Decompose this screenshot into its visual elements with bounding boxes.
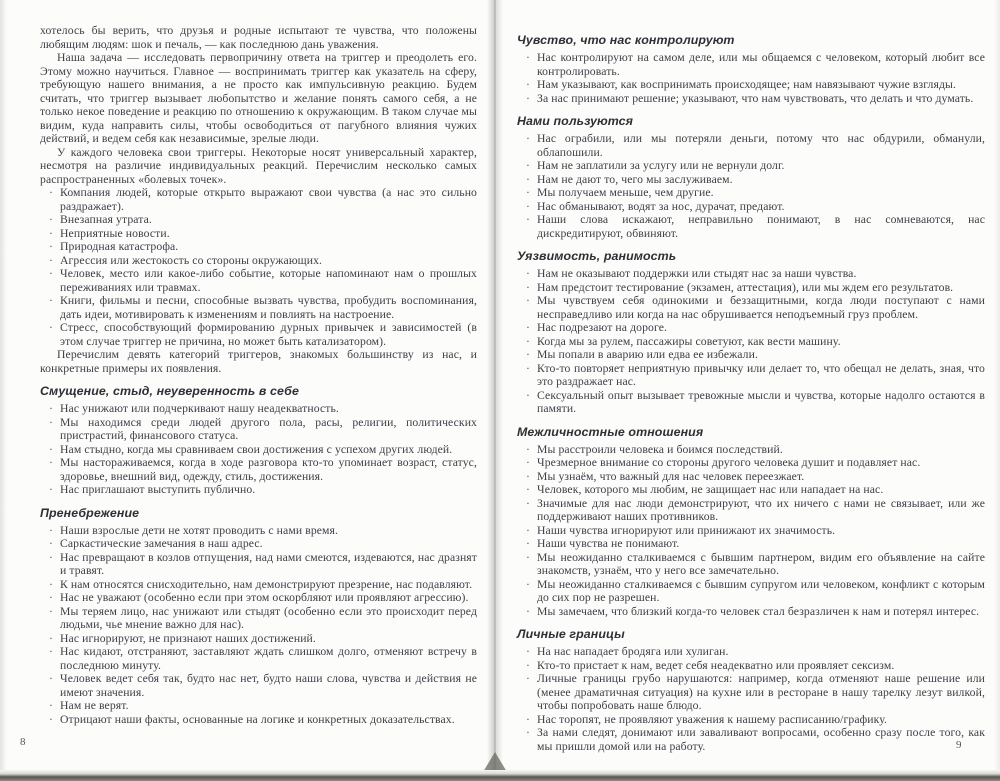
bullet-marker-icon: · [49,226,53,240]
bullet-marker-icon: · [526,294,530,307]
bullet-marker-icon: · [49,631,53,645]
bullet-item [40,645,477,672]
bullet-item [40,186,477,213]
bullet-item [517,483,985,497]
bullet-text: Человек ведет себя так, будто нас нет, будто наши слова, чувства и действия не имеют значения. [60,672,477,699]
bullet-text: Личные границы грубо нарушаются: например, когда отменяют наше решение или (менее драматичная ситуация) на кухне или в ресторане в нашу тарелку лезут вилкой, чтобы попробовать наше блюдо. [537,672,985,712]
bullet-text: Нас приглашают выступить публично. [60,483,256,496]
scan-edge-left [0,0,7,781]
bullet-text: Нам не заплатили за услугу или не вернули долг. [537,159,785,172]
bullet-list [517,132,985,240]
bullet-item [40,456,477,483]
bullet-marker-icon: · [49,213,53,226]
bullet-text: Мы находимся среди людей другого пола, расы, религии, политических пристрастий, финансового статуса. [60,415,477,442]
bullet-text: Нам предстоит тестирование (экзамен, аттестация), или мы ждем его результатов. [537,280,954,294]
bullet-marker-icon: · [49,415,53,429]
bullet-marker-icon: · [526,361,530,375]
scan-edge-right [994,0,1000,781]
bullet-marker-icon: · [49,604,53,618]
bullet-item [517,497,985,524]
book-gutter-shadow [483,752,507,772]
section-heading: Личные границы [517,627,625,641]
page-right [517,24,985,753]
bullet-item [517,524,985,538]
bullet-item [40,632,477,646]
bullet-item [517,605,985,619]
bullet-text: Нам не оказывают поддержки или стыдят нас за наши чувства. [537,267,857,280]
bullet-text: Нас подрезают на дороге. [537,321,668,334]
bullet-marker-icon: · [49,591,53,604]
bullet-marker-icon: · [526,469,530,483]
bullet-text: Нас не уважают (особенно если при этом оскорбляют или проявляют агрессию). [60,591,469,604]
bullet-item [517,321,985,335]
bullet-marker-icon: · [526,726,530,739]
bullet-marker-icon: · [526,442,530,456]
bullet-text: Нас унижают или подчеркивают нашу неадекватность. [60,402,339,415]
bullet-marker-icon: · [49,577,53,591]
bullet-text: Нас торопят, не проявляют уважения к нашему расписанию/графику. [537,712,888,726]
bullet-marker-icon: · [526,321,530,334]
section-heading: Смущение, стыд, неуверенность в себе [40,384,299,398]
bullet-marker-icon: · [526,672,530,685]
bullet-marker-icon: · [526,186,530,199]
bullet-item [40,402,477,416]
bullet-item [40,267,477,294]
bullet-item [40,416,477,443]
bullet-text: Отрицают наши факты, основанные на логике и конкретных доказательствах. [60,712,455,726]
bullet-text: Неприятные новости. [60,226,170,240]
bullet-item [517,132,985,159]
section-heading: Пренебрежение [40,505,140,520]
page-number-right: 9 [956,739,962,751]
paragraph: Наша задача — исследовать первопричину ответа на триггер и преодолеть его. Этому можно научиться. Главное — воспринимать триггер как указатель на сферу, требующую нашего внимания, а не просто как импульсивную реакцию. Будем считать, что триггер вызывает любопытство и желание понять самого себя, а не только некое поведение и реакцию по отношению к окружающим. В таком случае мы видим, куда направить силы, чтобы освободиться от пагубного влияния чужих действий, и ведем себя как независимые, зрелые люди. [40,51,477,145]
bullet-marker-icon: · [526,78,530,91]
bullet-marker-icon: · [526,267,530,280]
bullet-item [40,605,477,632]
bullet-text: Сексуальный опыт вызывает тревожные мысли и чувства, которые надолго остаются в памяти. [537,388,985,415]
bullet-marker-icon: · [49,267,53,280]
bullet-item [517,713,985,727]
bullet-item [517,443,985,457]
bullet-item [517,645,985,659]
bullet-list [40,186,477,348]
page-left [40,24,477,726]
bullet-item [40,537,477,551]
bullet-text: Книги, фильмы и песни, способные вызвать чувства, пробудить воспоминания, дать идеи, мотивировать к изменениям и повлиять на настроение. [60,294,477,321]
bullet-item [40,240,477,254]
bullet-marker-icon: · [49,456,53,469]
bullet-text: Нам указывают, как воспринимать происходящее; нам навязывают чужие взгляды. [537,78,956,91]
bullet-marker-icon: · [526,213,530,226]
bullet-marker-icon: · [526,91,530,105]
bullet-text: Значимые для нас люди демонстрируют, что их ничего с нами не связывает, или же поддерживают наших противников. [537,496,985,523]
bullet-text: Нам не дают то, чего мы заслуживаем. [537,172,733,186]
bullet-text: Наши взрослые дети не хотят проводить с нами время. [60,523,339,537]
bullet-item [40,254,477,268]
bullet-marker-icon: · [526,523,530,537]
bullet-list [517,443,985,619]
bullet-item [517,267,985,281]
book-gutter-line [487,0,503,772]
bullet-marker-icon: · [49,699,53,712]
section-heading: Нами пользуются [517,114,634,128]
bullet-text: Агрессия или жестокость со стороны окружающих. [60,253,323,267]
bullet-marker-icon: · [526,456,530,469]
bullet-text: Мы попали в аварию или едва ее избежали. [537,348,758,361]
bullet-list [517,51,985,105]
bullet-text: Мы чувствуем себя одинокими и беззащитными, когда люди поступают с нами несправедливо или когда на нас обрушивается неподъемный груз проблем. [537,294,985,321]
bullet-item [40,578,477,592]
bullet-text: Наши чувства не понимают. [537,537,680,550]
bullet-marker-icon: · [526,550,530,564]
bullet-item [517,456,985,470]
bullet-text: Саркастические замечания в наш адрес. [60,537,263,550]
bullet-item [517,659,985,673]
bullet-item [517,186,985,200]
bullet-text: Нас кидают, отстраняют, заставляют ждать слишком долго, отменяют встречу в последнюю минуту. [60,645,477,672]
bullet-text: Мы настораживаемся, когда в ходе разговора кто-то упоминает возраст, статус, здоровье, внешний вид, одежду, стиль, достижения. [60,456,477,483]
bullet-item [517,672,985,713]
bullet-text: Нас контролируют на самом деле, или мы общаемся с человеком, который любит все контролировать. [537,51,985,78]
bullet-item [40,227,477,241]
bullet-text: Нас ограбили, или мы потеряли деньги, потому что нас обдурили, обманули, облапошили. [537,132,985,159]
bullet-item [517,389,985,416]
paragraph: хотелось бы верить, что друзья и родные испытают те чувства, что положены любящим людям: шок и печаль, — как последнюю дань уважения. [40,24,477,51]
bullet-text: Мы неожиданно сталкиваемся с бывшим партнером, видим его объявление на сайте знакомств, узнаём, что у него все замечательно. [537,550,985,577]
page-number-left: 8 [20,736,26,748]
bullet-marker-icon: · [49,186,53,199]
bullet-text: Нам не верят. [60,699,129,712]
bullet-item [517,294,985,321]
bullet-marker-icon: · [49,402,53,415]
bullet-marker-icon: · [526,604,530,618]
bullet-marker-icon: · [526,388,530,402]
bullet-marker-icon: · [526,537,530,550]
bullet-item [517,200,985,214]
bullet-item [40,699,477,713]
bullet-marker-icon: · [526,658,530,672]
bullet-item [40,483,477,497]
bullet-text: К нам относятся снисходительно, нам демонстрируют презрение, нас подавляют. [60,577,473,591]
bullet-marker-icon: · [526,645,530,658]
bullet-item [517,159,985,173]
bullet-item [517,78,985,92]
bullet-item [517,281,985,295]
bullet-item [517,726,985,753]
bullet-marker-icon: · [526,348,530,361]
bullet-text: Мы расстроили человека и боимся последствий. [537,442,783,456]
bullet-text: Кто-то повторяет неприятную привычку или делает то, что обещал не делать, зная, что это раздражает нас. [537,361,985,388]
paragraph: Перечислим девять категорий триггеров, знакомых большинству из нас, и конкретные примеры их появления. [40,348,477,375]
bullet-text: Нам стыдно, когда мы сравниваем свои достижения с успехом других людей. [60,442,453,456]
bullet-text: Человек, место или какое-либо событие, которые напоминают нам о прошлых переживаниях или травмах. [60,267,477,294]
bullet-item [40,321,477,348]
bullet-marker-icon: · [526,159,530,172]
bullet-list [517,645,985,753]
section-heading: Межличностные отношения [517,424,704,439]
bullet-marker-icon: · [49,253,53,267]
bullet-text: Мы замечаем, что близкий когда-то человек стал безразличен к нам и потерял интерес. [537,604,980,618]
bullet-item [40,713,477,727]
bullet-text: Наши слова искажают, неправильно понимают, в нас сомневаются, нас дискредитируют, обвиняют. [537,213,985,240]
bullet-item [517,537,985,551]
bullet-text: Мы неожиданно сталкиваемся с бывшим супругом или человеком, конфликт с которым до сих пор не разрешен. [537,577,985,604]
bullet-list [40,402,477,497]
bullet-item [517,578,985,605]
bullet-marker-icon: · [49,645,53,658]
bullet-item [517,551,985,578]
bullet-text: Наши чувства игнорируют или принижают их значимость. [537,523,836,537]
bullet-marker-icon: · [526,172,530,186]
bullet-marker-icon: · [49,537,53,550]
bullet-text: Мы получаем меньше, чем другие. [537,186,714,199]
bullet-text: На нас нападает бродяга или хулиган. [537,645,729,658]
bullet-marker-icon: · [49,240,53,253]
bullet-marker-icon: · [49,442,53,456]
bullet-item [40,294,477,321]
bullet-text: Нас превращают в козлов отпущения, над нами смеются, издеваются, нас дразнят и травят. [60,550,477,577]
bullet-item [517,348,985,362]
bullet-item [40,443,477,457]
bullet-marker-icon: · [526,577,530,591]
bullet-marker-icon: · [526,280,530,294]
bullet-text: Человек, которого мы любим, не защищает нас или нападает на нас. [537,483,884,496]
bullet-list [40,524,477,727]
bullet-marker-icon: · [526,712,530,726]
bullet-item [40,672,477,699]
bullet-marker-icon: · [526,132,530,145]
bullet-text: Нас обманывают, водят за нос, дурачат, предают. [537,199,785,213]
bullet-item [517,51,985,78]
bullet-item [517,335,985,349]
bullet-text: За нас принимают решение; указывают, что нам чувствовать, что делать и что думать. [537,91,974,105]
section-heading: Чувство, что нас контролируют [517,33,735,47]
bullet-text: Стресс, способствующий формированию дурных привычек и зависимостей (в этом случае триггер не причина, но может быть катализатором). [60,321,477,348]
bullet-marker-icon: · [526,483,530,496]
bullet-marker-icon: · [526,496,530,510]
bullet-item [517,213,985,240]
bullet-text: Мы теряем лицо, нас унижают или стыдят (особенно если это происходит перед людьми, чье мнение важно для нас). [60,604,477,631]
bullet-marker-icon: · [49,321,53,334]
bullet-text: За нами следят, донимают или заваливают вопросами, особенно сразу после того, как мы пришли домой или на работу. [537,726,985,753]
bullet-item [40,213,477,227]
bullet-text: Мы узнаём, что важный для нас человек переезжает. [537,469,805,483]
bullet-text: Компания людей, которые открыто выражают свои чувства (а нас это сильно раздражает). [60,186,477,213]
bullet-item [40,524,477,538]
bullet-item [40,591,477,605]
bullet-text: Чрезмерное внимание со стороны другого человека душит и подавляет нас. [537,456,921,469]
bullet-text: Внезапная утрата. [60,213,152,226]
bullet-marker-icon: · [49,550,53,564]
bullet-marker-icon: · [526,199,530,213]
bullet-marker-icon: · [49,294,53,307]
bullet-item [40,551,477,578]
bullet-item [517,173,985,187]
bullet-text: Кто-то пристает к нам, ведет себя неадекватно или проявляет сексизм. [537,658,895,672]
bullet-list [517,267,985,416]
bullet-item [517,362,985,389]
bullet-marker-icon: · [49,712,53,726]
bullet-marker-icon: · [526,51,530,64]
scan-edge-bottom [0,770,1000,781]
bullet-item [517,92,985,106]
bullet-text: Нас игнорируют, не признают наших достижений. [60,631,316,645]
bullet-marker-icon: · [49,672,53,685]
bullet-marker-icon: · [49,523,53,537]
bullet-text: Природная катастрофа. [60,240,179,253]
bullet-item [517,470,985,484]
paragraph: У каждого человека свои триггеры. Некоторые носят универсальный характер, несмотря на различие индивидуальных реакций. Перечислим несколько самых распространенных «болевых точек». [40,145,477,186]
bullet-text: Когда мы за рулем, пассажиры советуют, как вести машину. [537,334,841,348]
section-heading: Уязвимость, ранимость [517,249,677,263]
bullet-marker-icon: · [526,334,530,348]
bullet-marker-icon: · [49,483,53,496]
